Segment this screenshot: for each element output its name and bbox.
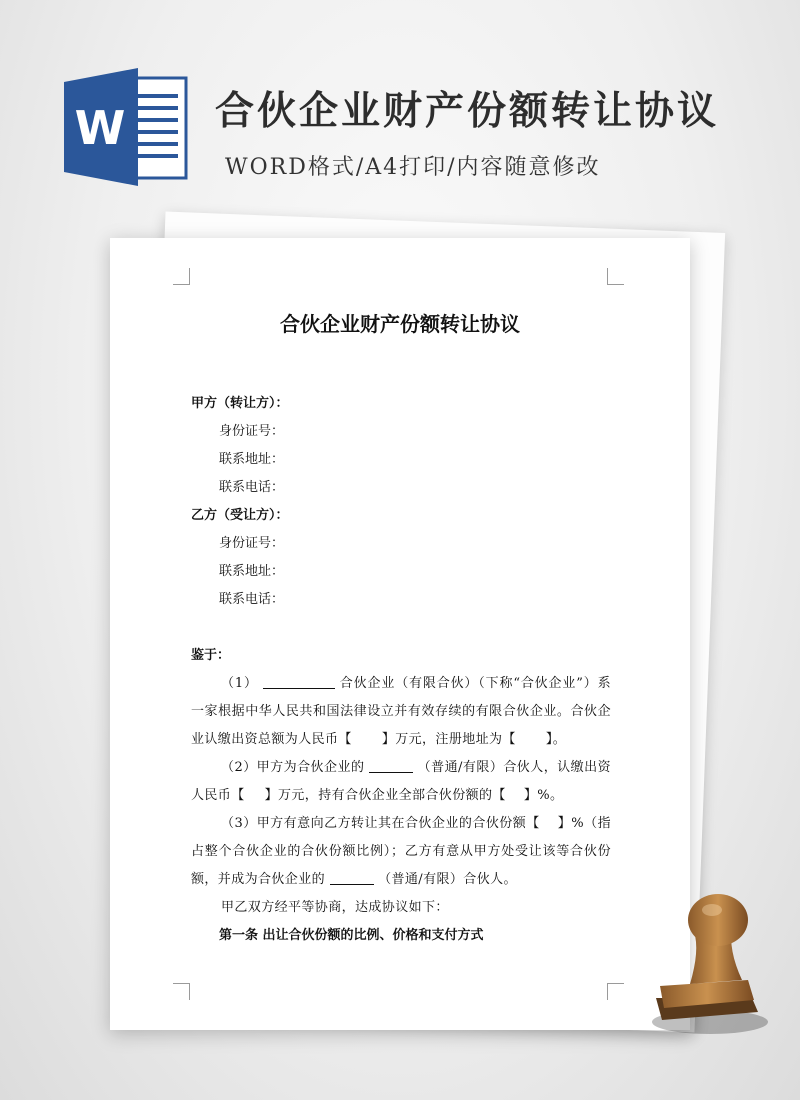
whereas-clause-3: （3）甲方有意向乙方转让其在合伙企业的合伙份额【 】%（指占整个合伙企业的合伙份额比例）；乙方有意从甲方处受让该等合伙份额，并成为合伙企业的 （普通/有限）合伙人。: [191, 816, 611, 887]
party-a-label: 甲方（转让方）：: [191, 396, 289, 411]
party-a-id-field: 身份证号：: [219, 424, 285, 439]
crop-mark-bottom-right: [607, 983, 624, 1000]
whereas-clause-2: （2）甲方为合伙企业的 （普通/有限）合伙人，认缴出资人民币【 】万元，持有合伙企业全部合伙份额的【 】%。: [191, 760, 611, 803]
blank-partner-type-b: [330, 870, 374, 885]
whereas-clause-1: （1） 合伙企业（有限合伙）（下称“合伙企业”）系一家根据中华人民共和国法律设立并有效存续的有限合伙企业。合伙企业认缴出资总额为人民币【 】万元，注册地址为【 】。: [191, 676, 611, 747]
article-1-heading: 第一条 出让合伙份额的比例、价格和支付方式: [219, 928, 484, 943]
crop-mark-top-right: [607, 268, 624, 285]
word-icon-letter: W: [74, 101, 126, 155]
page-title: 合伙企业财产份额转让协议: [215, 89, 720, 134]
word-icon: [62, 68, 192, 186]
blank-enterprise-name: [263, 674, 335, 689]
party-a-address-field: 联系地址：: [219, 452, 285, 467]
wooden-stamp-icon: [648, 880, 788, 1040]
agreement-intro: 甲乙双方经平等协商，达成协议如下：: [221, 900, 449, 915]
party-b-label: 乙方（受让方）：: [191, 508, 289, 523]
document-body: [191, 390, 611, 950]
party-b-id-field: 身份证号：: [219, 536, 285, 551]
crop-mark-bottom-left: [173, 983, 190, 1000]
document-title: 合伙企业财产份额转让协议: [280, 312, 520, 336]
party-b-phone-field: 联系电话：: [219, 592, 285, 607]
document-page: [110, 238, 690, 1030]
crop-mark-top-left: [173, 268, 190, 285]
party-b-address-field: 联系地址：: [219, 564, 285, 579]
page-subtitle: WORD格式/A4打印/内容随意修改: [225, 155, 601, 180]
whereas-label: 鉴于：: [191, 648, 231, 663]
blank-partner-type-a: [369, 758, 413, 773]
party-a-phone-field: 联系电话：: [219, 480, 285, 495]
